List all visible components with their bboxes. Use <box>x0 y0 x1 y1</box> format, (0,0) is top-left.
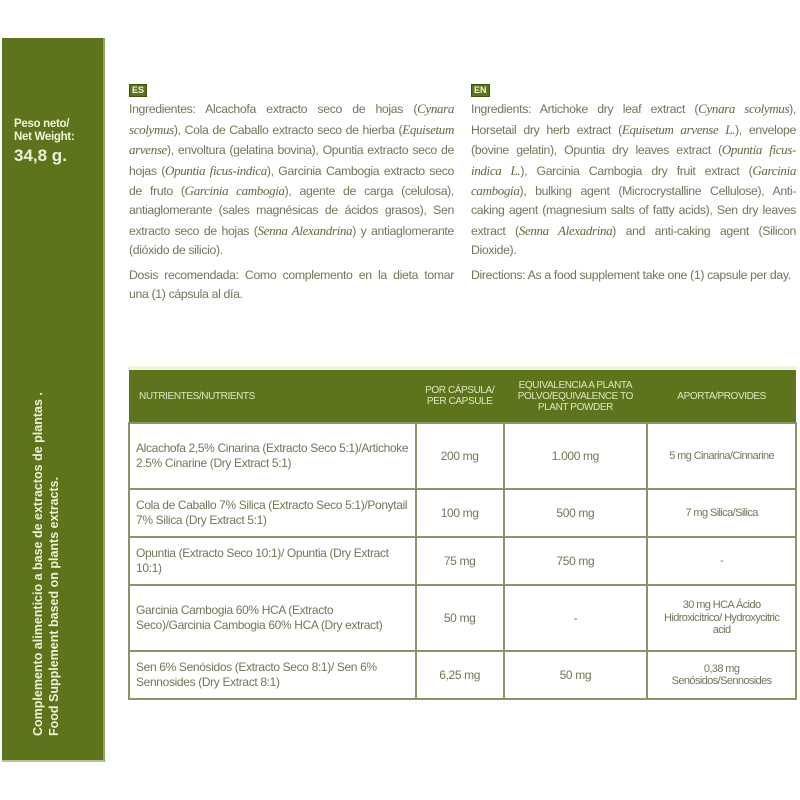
provides-value: 30 mg HCA Ácido Hidroxicítrico/ Hydroxycitric acid <box>647 585 796 651</box>
column-header-nutrients: NUTRIENTES/NUTRIENTS <box>129 370 416 423</box>
product-description-vertical <box>30 296 62 736</box>
product-description-es: Complemento alimenticio a base de extractos de plantas . <box>31 392 45 736</box>
plant-equivalence-value: 750 mg <box>504 537 648 585</box>
provides-value: 7 mg Silica/Silica <box>647 489 796 537</box>
column-header-per-capsule: POR CÁPSULA/ PER CAPSULE <box>416 370 504 423</box>
plant-equivalence-value: 500 mg <box>504 489 648 537</box>
plant-equivalence-value: 1.000 mg <box>504 423 648 489</box>
per-capsule-value: 50 mg <box>416 585 504 651</box>
language-badge-en: EN <box>471 84 490 97</box>
column-header-plant-equivalence: EQUIVALENCIA A PLANTA POLVO/EQUIVALENCE TO PLANT POWDER <box>504 370 648 423</box>
nutrient-name: Opuntia (Extracto Seco 10:1)/ Opuntia (Dry Extract 10:1) <box>129 537 416 585</box>
nutrient-name: Alcachofa 2,5% Cinarina (Extracto Seco 5:1)/Artichoke 2.5% Cinarine (Dry Extract 5:1) <box>129 423 416 489</box>
dosage-es: Dosis recomendada: Como complemento en la dieta tomar una (1) cápsula al día. <box>129 267 454 302</box>
nutrient-name: Garcinia Cambogia 60% HCA (Extracto Seco)/Garcinia Cambogia 60% HCA (Dry extract) <box>129 585 416 651</box>
nutrient-name: Cola de Caballo 7% Silica (Extracto Seco 5:1)/Ponytail 7% Silica (Dry Extract 5:1) <box>129 489 416 537</box>
table-header-row <box>129 370 796 423</box>
net-weight-label-es: Peso neto/ <box>14 118 70 130</box>
table-row <box>129 585 796 651</box>
per-capsule-value: 6,25 mg <box>416 651 504 699</box>
per-capsule-value: 75 mg <box>416 537 504 585</box>
plant-equivalence-value: - <box>504 585 648 651</box>
language-badge-es: ES <box>129 84 147 97</box>
table-row <box>129 537 796 585</box>
provides-value: 0,38 mg Senósidos/Sennosides <box>647 651 796 699</box>
ingredients-en: Ingredients: Artichoke dry leaf extract (Cynara scolymus), Horsetail dry herb extract (Equisetum arvense L.), envelope (bovine gelatin), Opuntia dry leaves extract (Opuntia ficus-indica L.), Garcinia Cambogia dry fruit extract (Garcinia cambogia), bulking agent (Microcrystalline Cellulose), Anti-caking agent (magnesium salts of fatty acids), Sen dry leaves extract (Senna Alexadrina) and anti-caking agent (Silicon Dioxide). <box>471 101 797 258</box>
per-capsule-value: 200 mg <box>416 423 504 489</box>
net-weight-value: 34,8 g. <box>14 146 67 165</box>
column-header-provides: APORTA/PROVIDES <box>647 370 796 423</box>
nutrient-name: Sen 6% Senósidos (Extracto Seco 8:1)/ Sen 6% Sennosides (Dry Extract 8:1) <box>129 651 416 699</box>
ingredients-es: Ingredientes: Alcachofa extracto seco de hojas (Cynara scolymus), Cola de Caballo extracto seco de hierba (Equisetum arvense), envoltura (gelatina bovina), Opuntia extracto seco de hojas (Opuntia ficus-indica), Garcinia Cambogia extracto seco de fruto (Garcinia cambogia), agente de carga (celulosa), antiaglomerante (sales magnésicas de ácidos grasos), Sen extracto seco de hojas (Senna Alexandrina) y antiaglomerante (dióxido de silicio). <box>129 101 454 258</box>
provides-value: 5 mg Cinarina/Cinnarine <box>647 423 796 489</box>
table-row <box>129 423 796 489</box>
provides-value: - <box>647 537 796 585</box>
dosage-en: Directions: As a food supplement take one (1) capsule per day. <box>471 267 791 282</box>
product-description-en: Food Supplement based on plants extracts. <box>47 476 61 736</box>
plant-equivalence-value: 50 mg <box>504 651 648 699</box>
spanish-section <box>129 80 454 304</box>
table-row <box>129 651 796 699</box>
per-capsule-value: 100 mg <box>416 489 504 537</box>
net-weight <box>14 118 74 166</box>
nutrients-table <box>128 370 797 700</box>
table-row <box>129 489 796 537</box>
net-weight-label-en: Net Weight: <box>14 131 75 143</box>
english-section <box>471 80 796 285</box>
